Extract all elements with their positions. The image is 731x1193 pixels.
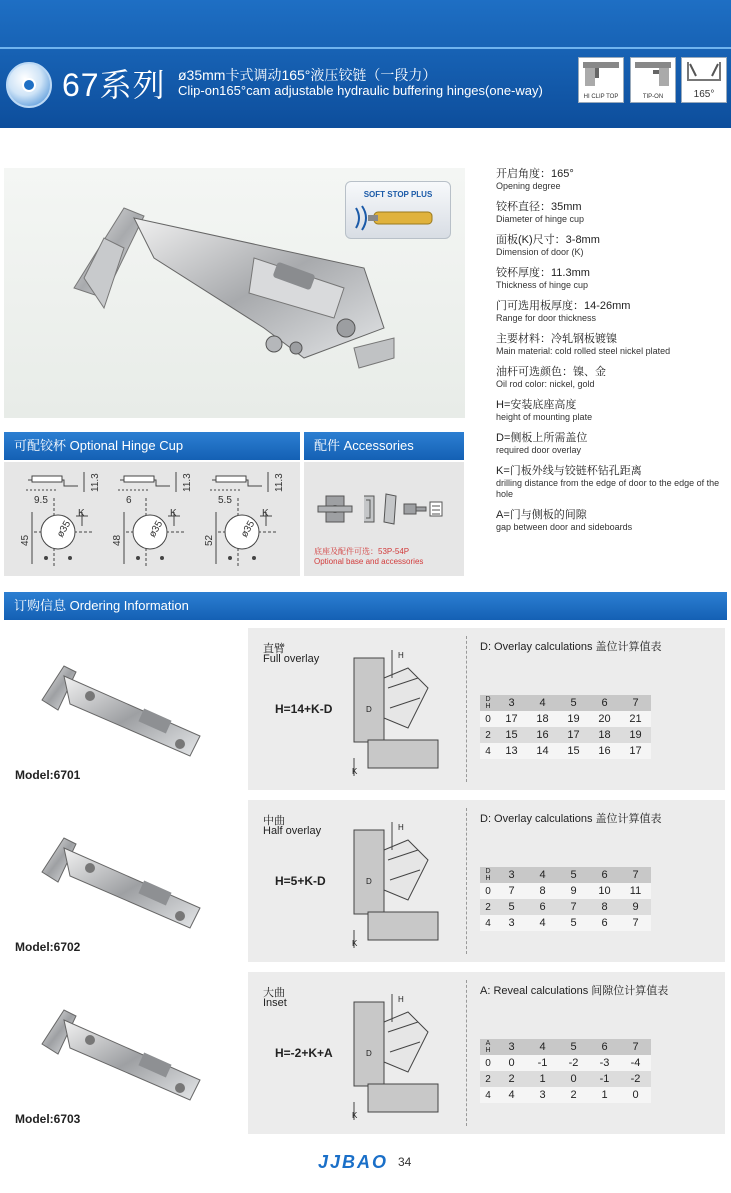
calc-corner-cell [480, 695, 496, 711]
calc-cell: 20 [589, 711, 620, 727]
spec-item [496, 509, 726, 533]
cup-depth-value: 11.3 [90, 473, 101, 492]
calc-row [480, 711, 651, 727]
spec-label-cn: D=侧板上所需盖位 [496, 432, 588, 444]
cup-height-value: 45 [20, 534, 31, 546]
hi-clip-top-label: HI CLIP TOP [583, 94, 619, 100]
spec-item [496, 465, 726, 500]
spec-label-cn: 开启角度：165° [496, 168, 574, 180]
calc-cell: 15 [496, 727, 527, 743]
calc-cell: 9 [558, 883, 589, 899]
calc-cell: 21 [620, 711, 651, 727]
h-value-cell: 4 [480, 1087, 496, 1103]
overlay-diagram [348, 820, 448, 950]
calc-cell: 6 [527, 899, 558, 915]
calc-cell: 10 [589, 883, 620, 899]
overlay-diagram [348, 648, 448, 778]
h-value-cell: 0 [480, 711, 496, 727]
spec-label-cn: 铰杯直径：35mm [496, 201, 582, 213]
spec-item [496, 300, 726, 324]
overlay-formula: H=5+K-D [275, 874, 326, 888]
k-value-header: 4 [527, 867, 558, 883]
spec-label-en: gap between door and sideboards [496, 522, 633, 532]
k-value-header: 3 [496, 1039, 527, 1055]
calc-cell: 16 [527, 727, 558, 743]
calc-cell: 4 [496, 1087, 527, 1103]
corner-bottom: H [485, 703, 491, 710]
spec-label-cn: 油杆可选颜色：镍、金 [496, 366, 606, 378]
calc-cell: 9 [620, 899, 651, 915]
calc-cell: -4 [620, 1055, 651, 1071]
calc-cell: 3 [527, 1087, 558, 1103]
model-number: Model:6703 [15, 1112, 81, 1126]
spec-item [496, 366, 726, 390]
calc-table [480, 867, 651, 931]
spec-label-cn: 主要材料：冷轧钢板镀镍 [496, 333, 617, 345]
165-degree-icon [681, 57, 727, 103]
tip-on-icon [630, 57, 676, 103]
overlay-type-cn: 直臂 [263, 643, 285, 655]
spec-label-cn: 面板(K)尺寸：3-8mm [496, 234, 600, 246]
calc-cell: -1 [527, 1055, 558, 1071]
svg-text:H: H [398, 823, 404, 832]
soft-stop-plus-badge [345, 181, 451, 239]
k-value-header: 6 [589, 867, 620, 883]
k-value-header: 6 [589, 1039, 620, 1055]
corner-top: D [485, 868, 491, 875]
spec-label-en: Range for door thickness [496, 313, 597, 323]
calc-cell: 15 [558, 743, 589, 759]
accessories-note [314, 547, 423, 567]
calc-table [480, 1039, 651, 1103]
accessories-note-cn: 底座及配件可选：53P-54P [314, 547, 410, 556]
calc-corner-cell [480, 1039, 496, 1055]
calc-cell: 16 [589, 743, 620, 759]
spec-label-cn: 门可选用板厚度：14-26mm [496, 300, 631, 312]
k-value-header: 4 [527, 695, 558, 711]
spec-item [496, 201, 726, 225]
calc-row [480, 915, 651, 931]
calc-row [480, 743, 651, 759]
accessories-panel [304, 462, 464, 576]
calc-cell: 19 [558, 711, 589, 727]
calc-cell: 18 [527, 711, 558, 727]
calc-cell: 13 [496, 743, 527, 759]
hinge-cup-drawing [110, 468, 196, 568]
k-value-header: 6 [589, 695, 620, 711]
product-title-cn: ø35mm卡式调动165°液压铰链（一段力） [178, 67, 437, 83]
calc-cell: 0 [496, 1055, 527, 1071]
calc-corner-cell [480, 867, 496, 883]
h-value-cell: 4 [480, 743, 496, 759]
calc-cell: 17 [620, 743, 651, 759]
calc-cell: 3 [496, 915, 527, 931]
k-value-header: 5 [558, 1039, 589, 1055]
k-value-header: 7 [620, 695, 651, 711]
calc-cell: 5 [558, 915, 589, 931]
cup-k-label: K [78, 508, 85, 519]
cup-depth-value: 11.3 [274, 473, 285, 492]
svg-text:D: D [366, 877, 372, 886]
cup-diameter-value: ø35 [239, 519, 258, 540]
k-value-header: 7 [620, 1039, 651, 1055]
h-value-cell: 2 [480, 727, 496, 743]
page-number: 34 [398, 1155, 412, 1169]
overlay-formula: H=14+K-D [275, 702, 333, 716]
header-banner [0, 0, 731, 128]
calc-cell: 6 [589, 915, 620, 931]
k-value-header: 5 [558, 695, 589, 711]
spec-label-en: Main material: cold rolled steel nickel plated [496, 346, 671, 356]
model-number: Model:6702 [15, 940, 81, 954]
svg-text:K: K [352, 939, 358, 948]
k-value-header: 4 [527, 1039, 558, 1055]
calc-table [480, 695, 651, 759]
calc-cell: 8 [527, 883, 558, 899]
spec-item [496, 432, 726, 456]
calc-cell: 1 [589, 1087, 620, 1103]
hi-clip-top-icon [578, 57, 624, 103]
spec-label-en: Oil rod color: nickel, gold [496, 379, 595, 389]
cup-k-label: K [170, 508, 177, 519]
calc-cell: 19 [620, 727, 651, 743]
overlay-type-en: Half overlay [263, 825, 322, 837]
brand-logo: JJBAO [318, 1152, 389, 1172]
cup-offset-value: 5.5 [218, 495, 232, 506]
cup-diameter-value: ø35 [55, 519, 74, 540]
h-value-cell: 4 [480, 915, 496, 931]
cup-diameter-value: ø35 [147, 519, 166, 540]
overlay-type-en: Inset [263, 997, 287, 1009]
model-number: Model:6701 [15, 768, 81, 782]
calc-cell: 4 [527, 915, 558, 931]
corner-top: D [485, 696, 491, 703]
165-degree-label: 165° [693, 89, 715, 100]
svg-text:K: K [352, 767, 358, 776]
soft-stop-plus-label: SOFT STOP PLUS [363, 190, 433, 199]
hinge-cup-drawing [18, 468, 104, 568]
calc-cell: 7 [620, 915, 651, 931]
overlay-type-cn: 中曲 [263, 815, 285, 827]
h-value-cell: 0 [480, 1055, 496, 1071]
brand-emblem-icon [6, 62, 52, 108]
ordering-section-title: 订购信息 Ordering Information [4, 592, 727, 620]
calc-row [480, 1071, 651, 1087]
calc-cell: -1 [589, 1071, 620, 1087]
spec-label-en: Dimension of door (K) [496, 247, 584, 257]
h-value-cell: 2 [480, 899, 496, 915]
calc-table-title: D: Overlay calculations 盖位计算值表 [480, 641, 662, 653]
overlay-type-en: Full overlay [263, 653, 320, 665]
accessories-section-title: 配件 Accessories [304, 432, 464, 460]
corner-top: A [485, 1040, 491, 1047]
k-value-header: 3 [496, 695, 527, 711]
calc-cell: 0 [558, 1071, 589, 1087]
tip-on-label: TIP-ON [642, 94, 664, 100]
cup-height-value: 52 [204, 534, 215, 546]
spec-item [496, 168, 726, 192]
spec-label-cn: H=安装底座高度 [496, 399, 577, 411]
cup-height-value: 48 [112, 534, 123, 546]
calc-row [480, 899, 651, 915]
spec-item [496, 399, 726, 423]
h-value-cell: 0 [480, 883, 496, 899]
calc-cell: 17 [558, 727, 589, 743]
calc-cell: -2 [558, 1055, 589, 1071]
spec-item [496, 267, 726, 291]
calc-cell: 5 [496, 899, 527, 915]
k-value-header: 5 [558, 867, 589, 883]
calc-cell: 2 [496, 1071, 527, 1087]
spec-label-en: height of mounting plate [496, 412, 593, 422]
calc-row [480, 883, 651, 899]
overlay-formula: H=-2+K+A [275, 1046, 333, 1060]
calc-cell: 0 [620, 1087, 651, 1103]
calc-cell: 7 [558, 899, 589, 915]
series-title: 67系列 [62, 67, 166, 103]
panel-divider [466, 980, 467, 1126]
calc-cell: -2 [620, 1071, 651, 1087]
hinge-model-photo [30, 656, 210, 766]
h-value-cell: 2 [480, 1071, 496, 1087]
overlay-diagram [348, 992, 448, 1122]
specification-list [496, 168, 726, 542]
panel-divider [466, 636, 467, 782]
spec-label-cn: K=门板外线与铰链杯钻孔距离 [496, 465, 642, 477]
k-value-header: 3 [496, 867, 527, 883]
calc-header-row [480, 1039, 651, 1055]
calc-header-row [480, 695, 651, 711]
panel-divider [466, 808, 467, 954]
svg-text:K: K [352, 1111, 358, 1120]
calc-cell: 7 [496, 883, 527, 899]
calc-cell: 1 [527, 1071, 558, 1087]
svg-text:D: D [366, 1049, 372, 1058]
svg-text:H: H [398, 651, 404, 660]
calc-table-title: A: Reveal calculations 间隙位计算值表 [480, 985, 669, 997]
spec-label-en: Diameter of hinge cup [496, 214, 585, 224]
svg-text:D: D [366, 705, 372, 714]
calc-cell: 11 [620, 883, 651, 899]
svg-text:H: H [398, 995, 404, 1004]
spec-label-en: Opening degree [496, 181, 561, 191]
spec-label-cn: 铰杯厚度：11.3mm [496, 267, 590, 279]
product-title-en: Clip-on165°cam adjustable hydraulic buffering hinges(one-way) [178, 83, 543, 98]
calc-row [480, 1087, 651, 1103]
cup-k-label: K [262, 508, 269, 519]
corner-bottom: H [485, 1047, 491, 1054]
header-divider [0, 47, 731, 49]
hinge-cup-drawing [202, 468, 288, 568]
spec-label-cn: A=门与侧板的间隙 [496, 509, 587, 521]
calc-table-title: D: Overlay calculations 盖位计算值表 [480, 813, 662, 825]
spec-item [496, 234, 726, 258]
k-value-header: 7 [620, 867, 651, 883]
calc-cell: -3 [589, 1055, 620, 1071]
calc-cell: 2 [558, 1087, 589, 1103]
spec-label-en: required door overlay [496, 445, 582, 455]
calc-cell: 8 [589, 899, 620, 915]
calc-row [480, 1055, 651, 1071]
calc-header-row [480, 867, 651, 883]
cup-offset-value: 6 [126, 495, 132, 506]
overlay-type-cn: 大曲 [263, 987, 285, 999]
hinge-model-photo [30, 828, 210, 938]
calc-cell: 18 [589, 727, 620, 743]
spec-label-en: Thickness of hinge cup [496, 280, 589, 290]
spec-item [496, 333, 726, 357]
hinge-cup-section-title: 可配铰杯 Optional Hinge Cup [4, 432, 300, 460]
spec-label-en: drilling distance from the edge of door to the edge of the hole [496, 478, 720, 499]
hinge-model-photo [30, 1000, 210, 1110]
cup-depth-value: 11.3 [182, 473, 193, 492]
calc-cell: 14 [527, 743, 558, 759]
calc-row [480, 727, 651, 743]
damper-icon [346, 182, 452, 240]
cup-offset-value: 9.5 [34, 495, 48, 506]
corner-bottom: H [485, 875, 491, 882]
accessories-note-en: Optional base and accessories [314, 557, 424, 566]
calc-cell: 17 [496, 711, 527, 727]
